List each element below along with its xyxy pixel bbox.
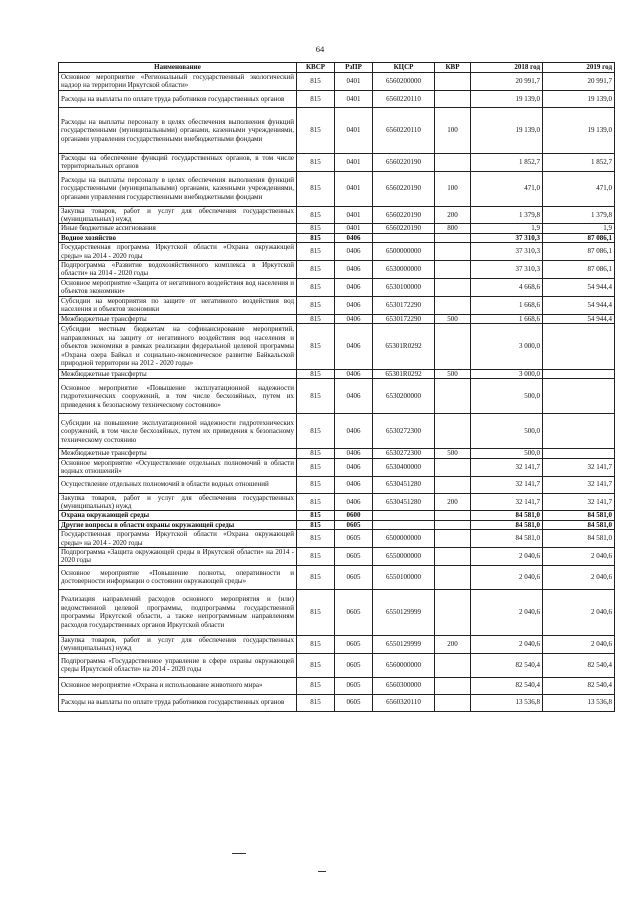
row-kvr [435, 153, 471, 171]
row-kvr: 100 [435, 171, 471, 206]
table-row [59, 369, 615, 378]
table-row [59, 458, 615, 476]
row-rzpr: 0401 [335, 224, 373, 233]
row-kvr: 200 [435, 206, 471, 224]
row-kvsr: 815 [297, 449, 335, 458]
row-2018: 84 581,0 [471, 530, 543, 548]
row-kcsr: 6500000000 [373, 530, 435, 548]
row-2019: 2 040,6 [543, 547, 615, 565]
row-2018: 1 379,8 [471, 206, 543, 224]
row-2018: 1 668,6 [471, 314, 543, 323]
row-kcsr: 6530100000 [373, 278, 435, 296]
row-2019 [543, 379, 615, 414]
row-kvsr: 815 [297, 589, 335, 635]
row-kvsr: 815 [297, 635, 335, 653]
row-2018: 82 540,4 [471, 653, 543, 677]
row-rzpr: 0605 [335, 589, 373, 635]
row-2019: 87 086,1 [543, 233, 615, 242]
row-rzpr: 0401 [335, 171, 373, 206]
row-kcsr: 6530200000 [373, 379, 435, 414]
row-2019: 84 581,0 [543, 511, 615, 520]
header-kvr: КВР [435, 63, 471, 73]
row-2019: 2 040,6 [543, 565, 615, 589]
row-rzpr: 0401 [335, 206, 373, 224]
row-name: Основное мероприятие «Осуществление отдельных полномочий в области водных отношений» [59, 458, 297, 476]
row-kcsr: 6560220190 [373, 153, 435, 171]
row-rzpr: 0605 [335, 694, 373, 711]
row-kcsr: 6560300000 [373, 677, 435, 694]
row-kvsr: 815 [297, 677, 335, 694]
row-rzpr: 0406 [335, 278, 373, 296]
row-2019 [543, 449, 615, 458]
row-kvsr: 815 [297, 278, 335, 296]
row-2018: 2 040,6 [471, 547, 543, 565]
row-name: Охрана окружающей среды [59, 511, 297, 520]
row-name: Основное мероприятие «Повышение полноты, оперативности и достоверности информации о состоянии окружающей среды» [59, 565, 297, 589]
row-kcsr: 6530400000 [373, 458, 435, 476]
row-kvr [435, 653, 471, 677]
row-kvsr: 815 [297, 565, 335, 589]
table-row [59, 511, 615, 520]
row-kvr: 200 [435, 493, 471, 511]
row-2019: 1 852,7 [543, 153, 615, 171]
row-kvsr: 815 [297, 493, 335, 511]
row-kvr [435, 458, 471, 476]
table-row [59, 414, 615, 449]
row-kcsr: 6500000000 [373, 243, 435, 261]
row-name: Основное мероприятие «Охрана и использование животного мира» [59, 677, 297, 694]
header-kvsr: КВСР [297, 63, 335, 73]
row-2018: 82 540,4 [471, 677, 543, 694]
row-2019: 32 141,7 [543, 476, 615, 493]
row-kcsr: 6530172290 [373, 314, 435, 323]
row-2019: 1 379,8 [543, 206, 615, 224]
row-rzpr: 0401 [335, 107, 373, 153]
row-rzpr: 0406 [335, 243, 373, 261]
row-kcsr: 65301R0292 [373, 369, 435, 378]
row-kcsr [373, 520, 435, 529]
row-kvr [435, 520, 471, 529]
row-rzpr: 0605 [335, 565, 373, 589]
table-row [59, 520, 615, 529]
row-kcsr: 6530172290 [373, 296, 435, 314]
header-name: Наименование [59, 63, 297, 73]
row-kcsr: 6550129999 [373, 589, 435, 635]
table-row [59, 153, 615, 171]
row-kcsr: 6530451280 [373, 476, 435, 493]
row-rzpr: 0406 [335, 493, 373, 511]
row-name: Подпрограмма «Развитие водохозяйственного комплекса в Иркутской области» на 2014 - 2020 годы [59, 261, 297, 279]
row-name: Водное хозяйство [59, 233, 297, 242]
row-kvr [435, 261, 471, 279]
footer-mark [318, 871, 326, 872]
row-kvsr: 815 [297, 206, 335, 224]
row-2018: 1 852,7 [471, 153, 543, 171]
row-kvsr: 815 [297, 243, 335, 261]
row-kvr [435, 530, 471, 548]
row-name: Основное мероприятие «Региональный государственный экологический надзор на территории Иркутской области» [59, 73, 297, 91]
row-kvsr: 815 [297, 458, 335, 476]
row-kcsr: 6550129999 [373, 635, 435, 653]
row-rzpr: 0605 [335, 547, 373, 565]
row-2019: 84 581,0 [543, 530, 615, 548]
row-kvsr: 815 [297, 379, 335, 414]
row-kcsr: 6560200000 [373, 73, 435, 91]
row-rzpr: 0605 [335, 635, 373, 653]
row-rzpr: 0406 [335, 414, 373, 449]
row-kvr [435, 278, 471, 296]
header-2018: 2018 год [471, 63, 543, 73]
row-2018: 3 000,0 [471, 323, 543, 369]
row-kvr: 100 [435, 107, 471, 153]
row-kcsr: 6560320110 [373, 694, 435, 711]
row-2019: 82 540,4 [543, 677, 615, 694]
row-2019: 2 040,6 [543, 635, 615, 653]
row-kvr [435, 243, 471, 261]
row-kvr [435, 73, 471, 91]
row-rzpr: 0406 [335, 476, 373, 493]
row-2018: 1 668,6 [471, 296, 543, 314]
row-kcsr: 6560220190 [373, 206, 435, 224]
row-2018: 471,0 [471, 171, 543, 206]
row-rzpr: 0605 [335, 677, 373, 694]
row-rzpr: 0406 [335, 296, 373, 314]
row-kvsr: 815 [297, 153, 335, 171]
row-2018: 37 310,3 [471, 243, 543, 261]
row-name: Государственная программа Иркутской области «Охрана окружающей среды» на 2014 - 2020 годы [59, 243, 297, 261]
row-2019: 2 040,6 [543, 589, 615, 635]
row-rzpr: 0406 [335, 379, 373, 414]
row-2018: 37 310,3 [471, 233, 543, 242]
row-2018: 3 000,0 [471, 369, 543, 378]
row-kvsr: 815 [297, 73, 335, 91]
row-2018: 500,0 [471, 414, 543, 449]
row-kvr: 800 [435, 224, 471, 233]
row-kvr [435, 379, 471, 414]
row-kvr [435, 414, 471, 449]
row-rzpr: 0406 [335, 369, 373, 378]
row-name: Межбюджетные трансферты [59, 449, 297, 458]
header-2019: 2019 год [543, 63, 615, 73]
row-kcsr: 6560220110 [373, 107, 435, 153]
row-2018: 1,9 [471, 224, 543, 233]
row-name: Подпрограмма «Государственное управление в сфере охраны окружающей среды Иркутской области» на 2014 - 2020 годы [59, 653, 297, 677]
table-row [59, 243, 615, 261]
row-kvsr: 815 [297, 530, 335, 548]
row-2018: 2 040,6 [471, 635, 543, 653]
table-row [59, 449, 615, 458]
row-2018: 4 668,6 [471, 278, 543, 296]
row-kvr: 200 [435, 635, 471, 653]
row-name: Расходы на выплаты по оплате труда работников государственных органов [59, 694, 297, 711]
row-rzpr: 0401 [335, 73, 373, 91]
row-kvsr: 815 [297, 653, 335, 677]
row-rzpr: 0406 [335, 323, 373, 369]
row-name: Основное мероприятие «Повышение эксплуатационной надежности гидротехнических сооружений, в том числе бесхозяйных, путем их приведения к безопасному техническому состоянию» [59, 379, 297, 414]
table-row [59, 296, 615, 314]
row-kvsr: 815 [297, 314, 335, 323]
row-2018: 84 581,0 [471, 520, 543, 529]
row-name: Подпрограмма «Защита окружающей среды в Иркутской области» на 2014 - 2020 годы [59, 547, 297, 565]
row-name: Субсидии местным бюджетам на софинансирование мероприятий, направленных на защиту от негативного воздействия вод населения и объектов экономики в рамках реализации федеральной целевой программы «Охрана озера Байкал и социально-экономическое развитие Байкальской природной территории на 2012 - 2020 годы» [59, 323, 297, 369]
table-row [59, 379, 615, 414]
row-kvsr: 815 [297, 296, 335, 314]
table-row [59, 206, 615, 224]
row-2019 [543, 369, 615, 378]
row-kvr [435, 90, 471, 107]
table-row [59, 90, 615, 107]
row-name: Расходы на выплаты персоналу в целях обеспечения выполнения функций государственными (муниципальными) органами, казенными учреждениями, органами управления государственными внебюджетными фондами [59, 171, 297, 206]
header-kcsr: КЦСР [373, 63, 435, 73]
row-name: Расходы на выплаты по оплате труда работников государственных органов [59, 90, 297, 107]
row-kvsr: 815 [297, 323, 335, 369]
table-row [59, 323, 615, 369]
row-2018: 37 310,3 [471, 261, 543, 279]
row-name: Другие вопросы в области охраны окружающей среды [59, 520, 297, 529]
row-2019 [543, 323, 615, 369]
page-number: 64 [315, 44, 325, 54]
row-name: Закупка товаров, работ и услуг для обеспечения государственных (муниципальных) нужд [59, 635, 297, 653]
header-rzpr: РзПР [335, 63, 373, 73]
row-2019: 82 540,4 [543, 653, 615, 677]
row-name: Расходы на выплаты персоналу в целях обеспечения выполнения функций государственными (муниципальными) органами, казенными учреждениями, органами управления государственными внебюджетными фондами [59, 107, 297, 153]
row-2019: 54 944,4 [543, 278, 615, 296]
row-2018: 500,0 [471, 379, 543, 414]
row-kvr [435, 565, 471, 589]
row-kvr [435, 589, 471, 635]
table-header-row [59, 63, 615, 73]
row-kvsr: 815 [297, 511, 335, 520]
row-kvsr: 815 [297, 171, 335, 206]
row-rzpr: 0600 [335, 511, 373, 520]
row-kvr [435, 233, 471, 242]
row-kcsr: 6560220190 [373, 224, 435, 233]
table-row [59, 653, 615, 677]
row-kvr [435, 547, 471, 565]
row-rzpr: 0605 [335, 653, 373, 677]
row-rzpr: 0401 [335, 153, 373, 171]
row-name: Основное мероприятие «Защита от негативного воздействия вод населения и объектов экономики» [59, 278, 297, 296]
table-row [59, 547, 615, 565]
row-2019: 87 086,1 [543, 243, 615, 261]
row-kcsr: 6560220110 [373, 90, 435, 107]
row-kvsr: 815 [297, 224, 335, 233]
row-2019: 20 991,7 [543, 73, 615, 91]
row-name: Закупка товаров, работ и услуг для обеспечения государственных (муниципальных) нужд [59, 206, 297, 224]
row-kcsr: 6550000000 [373, 547, 435, 565]
row-kvsr: 815 [297, 520, 335, 529]
table-row [59, 530, 615, 548]
row-kvr [435, 511, 471, 520]
table-row [59, 476, 615, 493]
row-rzpr: 0605 [335, 530, 373, 548]
row-2018: 2 040,6 [471, 565, 543, 589]
row-name: Реализация направлений расходов основного мероприятия и (или) ведомственной целевой программы, подпрограммы государственной программы Иркутской области, а также непрограммным направлениям расходов государственных органов Иркутской области [59, 589, 297, 635]
row-kvsr: 815 [297, 547, 335, 565]
row-kvsr: 815 [297, 694, 335, 711]
row-kcsr: 6550100000 [373, 565, 435, 589]
row-name: Иные бюджетные ассигнования [59, 224, 297, 233]
row-name: Субсидии на повышение эксплуатационной надежности гидротехнических сооружений, в том числе бесхозяйных, путем их приведения к безопасному техническому состоянию [59, 414, 297, 449]
row-2018: 19 139,0 [471, 107, 543, 153]
row-kvsr: 815 [297, 233, 335, 242]
row-kvr [435, 296, 471, 314]
table-row [59, 171, 615, 206]
row-kcsr [373, 511, 435, 520]
row-2018: 32 141,7 [471, 458, 543, 476]
row-name: Закупка товаров, работ и услуг для обеспечения государственных (муниципальных) нужд [59, 493, 297, 511]
row-kvsr: 815 [297, 414, 335, 449]
row-2018: 32 141,7 [471, 493, 543, 511]
row-kcsr: 65301R0292 [373, 323, 435, 369]
row-rzpr: 0401 [335, 90, 373, 107]
table-row [59, 73, 615, 91]
row-2019 [543, 414, 615, 449]
row-2018: 13 536,8 [471, 694, 543, 711]
row-2018: 2 040,6 [471, 589, 543, 635]
row-kvr: 500 [435, 369, 471, 378]
row-kcsr [373, 233, 435, 242]
row-kvr [435, 323, 471, 369]
table-row [59, 565, 615, 589]
row-kcsr: 6530451280 [373, 493, 435, 511]
row-kvsr: 815 [297, 107, 335, 153]
row-kvr [435, 476, 471, 493]
row-2018: 32 141,7 [471, 476, 543, 493]
table-row [59, 694, 615, 711]
row-rzpr: 0406 [335, 449, 373, 458]
row-2019: 19 139,0 [543, 107, 615, 153]
table-row [59, 493, 615, 511]
row-rzpr: 0605 [335, 520, 373, 529]
row-kcsr: 6560000000 [373, 653, 435, 677]
row-rzpr: 0406 [335, 458, 373, 476]
row-name: Расходы на обеспечение функций государственных органов, в том числе территориальных органов [59, 153, 297, 171]
row-name: Государственная программа Иркутской области «Охрана окружающей среды» на 2014 - 2020 годы [59, 530, 297, 548]
row-2018: 500,0 [471, 449, 543, 458]
row-2018: 84 581,0 [471, 511, 543, 520]
row-2019: 19 139,0 [543, 90, 615, 107]
row-kcsr: 6530272300 [373, 414, 435, 449]
row-2019: 32 141,7 [543, 493, 615, 511]
row-rzpr: 0406 [335, 314, 373, 323]
row-kvsr: 815 [297, 90, 335, 107]
table-row [59, 261, 615, 279]
table-row [59, 233, 615, 242]
budget-table [58, 62, 615, 712]
row-2019: 32 141,7 [543, 458, 615, 476]
row-2019: 84 581,0 [543, 520, 615, 529]
row-kvsr: 815 [297, 476, 335, 493]
table-row [59, 224, 615, 233]
row-kcsr: 6530000000 [373, 261, 435, 279]
row-kvr: 500 [435, 449, 471, 458]
row-2019: 54 944,4 [543, 296, 615, 314]
footer-mark [232, 853, 246, 854]
row-2019: 54 944,4 [543, 314, 615, 323]
table-row [59, 589, 615, 635]
row-2019: 1,9 [543, 224, 615, 233]
row-kvsr: 815 [297, 369, 335, 378]
row-kvr: 500 [435, 314, 471, 323]
row-kcsr: 6560220190 [373, 171, 435, 206]
row-kvsr: 815 [297, 261, 335, 279]
row-name: Субсидии на мероприятия по защите от негативного воздействия вод населения и объектов экономики [59, 296, 297, 314]
row-name: Межбюджетные трансферты [59, 314, 297, 323]
table-row [59, 314, 615, 323]
row-kvr [435, 677, 471, 694]
row-2019: 471,0 [543, 171, 615, 206]
table-row [59, 107, 615, 153]
row-rzpr: 0406 [335, 233, 373, 242]
row-name: Межбюджетные трансферты [59, 369, 297, 378]
row-2018: 19 139,0 [471, 90, 543, 107]
table-row [59, 677, 615, 694]
row-2018: 20 991,7 [471, 73, 543, 91]
row-kvr [435, 694, 471, 711]
row-rzpr: 0406 [335, 261, 373, 279]
row-2019: 13 536,8 [543, 694, 615, 711]
row-name: Осуществление отдельных полномочий в области водных отношений [59, 476, 297, 493]
table-row [59, 278, 615, 296]
row-2019: 87 086,1 [543, 261, 615, 279]
row-kcsr: 6530272300 [373, 449, 435, 458]
table-row [59, 635, 615, 653]
